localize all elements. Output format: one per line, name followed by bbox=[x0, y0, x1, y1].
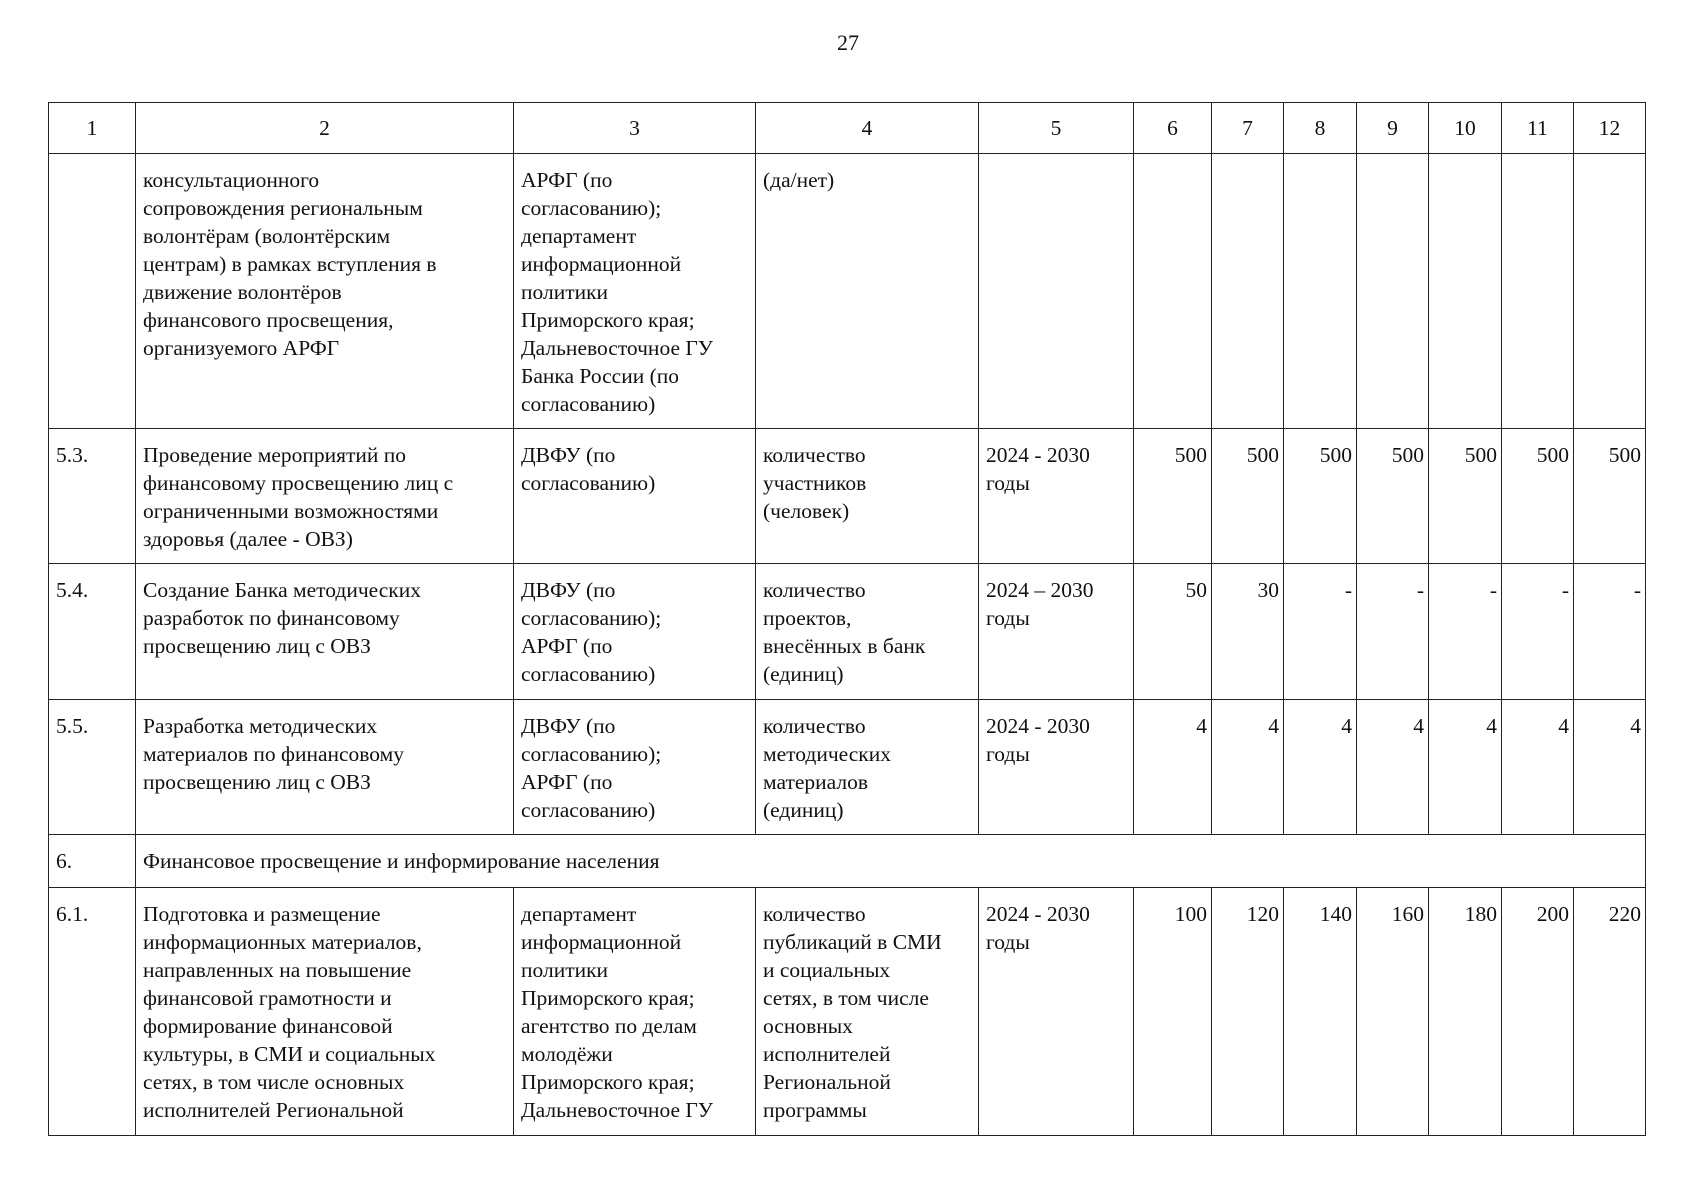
value-cell: 500 bbox=[1284, 429, 1357, 564]
value-cell: 4 bbox=[1357, 700, 1429, 835]
period: 2024 – 2030 годы bbox=[979, 564, 1134, 700]
value-cell: - bbox=[1357, 564, 1429, 700]
value-cell: 500 bbox=[1429, 429, 1502, 564]
row-number: 5.5. bbox=[49, 700, 136, 835]
table-row bbox=[49, 564, 1646, 700]
row-number: 6.1. bbox=[49, 888, 136, 1136]
value-cell: 4 bbox=[1212, 700, 1284, 835]
column-header: 1 bbox=[49, 103, 136, 154]
value-cell bbox=[1502, 154, 1574, 429]
value-cell bbox=[1212, 154, 1284, 429]
value-cell: 30 bbox=[1212, 564, 1284, 700]
executor: ДВФУ (по согласованию) bbox=[514, 429, 756, 564]
indicator: (да/нет) bbox=[756, 154, 979, 429]
column-header: 2 bbox=[136, 103, 514, 154]
column-header: 3 bbox=[514, 103, 756, 154]
value-cell: 500 bbox=[1212, 429, 1284, 564]
value-cell: 4 bbox=[1284, 700, 1357, 835]
executor: ДВФУ (по согласованию); АРФГ (по согласованию) bbox=[514, 700, 756, 835]
period: 2024 - 2030 годы bbox=[979, 700, 1134, 835]
value-cell: 220 bbox=[1574, 888, 1646, 1136]
column-header: 12 bbox=[1574, 103, 1646, 154]
page-number: 27 bbox=[837, 30, 859, 55]
value-cell: 500 bbox=[1574, 429, 1646, 564]
value-cell bbox=[1284, 154, 1357, 429]
value-cell bbox=[1429, 154, 1502, 429]
table-row bbox=[49, 154, 1646, 429]
section-title: Финансовое просвещение и информирование населения bbox=[136, 835, 1646, 888]
indicator: количество участников (человек) bbox=[756, 429, 979, 564]
event-name: Подготовка и размещение информационных материалов, направленных на повышение финансовой грамотности и формирование финансовой культуры, в СМИ и социальных сетях, в том числе основных исполнителей Региональной bbox=[136, 888, 514, 1136]
row-number: 5.4. bbox=[49, 564, 136, 700]
value-cell: 100 bbox=[1134, 888, 1212, 1136]
value-cell: 4 bbox=[1502, 700, 1574, 835]
event-name: Разработка методических материалов по финансовому просвещению лиц с ОВЗ bbox=[136, 700, 514, 835]
value-cell: - bbox=[1502, 564, 1574, 700]
table-row bbox=[49, 888, 1646, 1136]
value-cell: 500 bbox=[1357, 429, 1429, 564]
column-header: 8 bbox=[1284, 103, 1357, 154]
event-name: Создание Банка методических разработок по финансовому просвещению лиц с ОВЗ bbox=[136, 564, 514, 700]
column-header: 5 bbox=[979, 103, 1134, 154]
value-cell: 140 bbox=[1284, 888, 1357, 1136]
value-cell: - bbox=[1574, 564, 1646, 700]
executor: ДВФУ (по согласованию); АРФГ (по согласованию) bbox=[514, 564, 756, 700]
executor: департамент информационной политики Приморского края; агентство по делам молодёжи Приморского края; Дальневосточное ГУ bbox=[514, 888, 756, 1136]
value-cell: 180 bbox=[1429, 888, 1502, 1136]
value-cell: 120 bbox=[1212, 888, 1284, 1136]
value-cell: 500 bbox=[1502, 429, 1574, 564]
period: 2024 - 2030 годы bbox=[979, 888, 1134, 1136]
table-row bbox=[49, 429, 1646, 564]
value-cell: 4 bbox=[1134, 700, 1212, 835]
value-cell: - bbox=[1284, 564, 1357, 700]
value-cell bbox=[1574, 154, 1646, 429]
column-header: 9 bbox=[1357, 103, 1429, 154]
column-header: 7 bbox=[1212, 103, 1284, 154]
indicator: количество публикаций в СМИ и социальных сетях, в том числе основных исполнителей Региональной программы bbox=[756, 888, 979, 1136]
table-row bbox=[49, 700, 1646, 835]
value-cell: 500 bbox=[1134, 429, 1212, 564]
executor: АРФГ (по согласованию); департамент информационной политики Приморского края; Дальневосточное ГУ Банка России (по согласованию) bbox=[514, 154, 756, 429]
column-header: 10 bbox=[1429, 103, 1502, 154]
value-cell: 200 bbox=[1502, 888, 1574, 1136]
section-row bbox=[49, 835, 1646, 888]
value-cell bbox=[1134, 154, 1212, 429]
value-cell: 50 bbox=[1134, 564, 1212, 700]
row-number: 5.3. bbox=[49, 429, 136, 564]
period bbox=[979, 154, 1134, 429]
table-header-row bbox=[49, 103, 1646, 154]
column-header: 6 bbox=[1134, 103, 1212, 154]
period: 2024 - 2030 годы bbox=[979, 429, 1134, 564]
indicator: количество методических материалов (единиц) bbox=[756, 700, 979, 835]
value-cell: 4 bbox=[1429, 700, 1502, 835]
row-number bbox=[49, 154, 136, 429]
value-cell: 160 bbox=[1357, 888, 1429, 1136]
value-cell bbox=[1357, 154, 1429, 429]
plan-table bbox=[48, 102, 1646, 1136]
column-header: 4 bbox=[756, 103, 979, 154]
event-name: Проведение мероприятий по финансовому просвещению лиц с ограниченными возможностями здоровья (далее - ОВЗ) bbox=[136, 429, 514, 564]
column-header: 11 bbox=[1502, 103, 1574, 154]
section-number: 6. bbox=[49, 835, 136, 888]
event-name: консультационного сопровождения региональным волонтёрам (волонтёрским центрам) в рамках вступления в движение волонтёров финансового просвещения, организуемого АРФГ bbox=[136, 154, 514, 429]
indicator: количество проектов, внесённых в банк (единиц) bbox=[756, 564, 979, 700]
value-cell: - bbox=[1429, 564, 1502, 700]
value-cell: 4 bbox=[1574, 700, 1646, 835]
